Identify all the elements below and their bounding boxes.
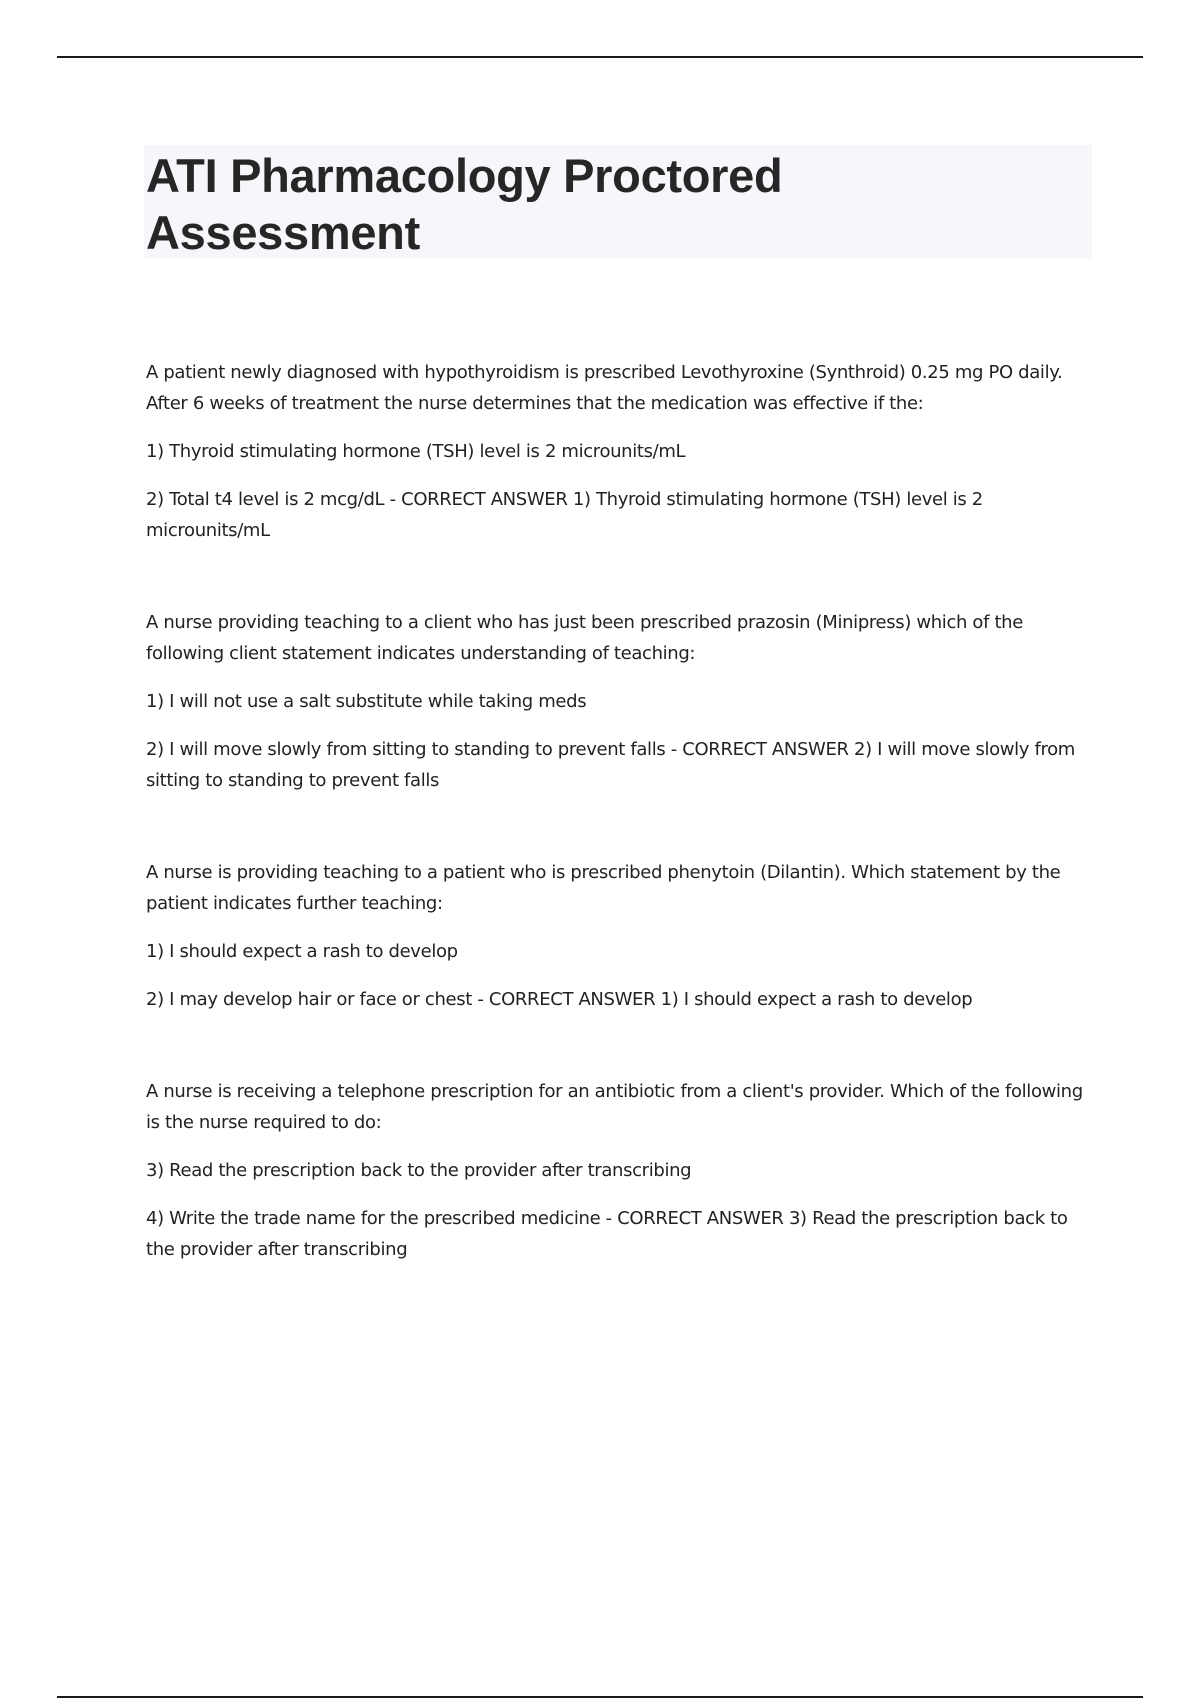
answer-option: 3) Read the prescription back to the provider after transcribing: [146, 1160, 692, 1181]
document-body: [146, 357, 1092, 1326]
question-block-2: [146, 607, 1092, 796]
title-banner: [144, 145, 1092, 258]
answer-option-with-correct-answer: 4) Write the trade name for the prescribed medicine - CORRECT ANSWER 3) Read the prescription back to the provider after transcribing: [146, 1208, 1068, 1260]
answer-option-with-correct-answer: 2) Total t4 level is 2 mcg/dL - CORRECT ANSWER 1) Thyroid stimulating hormone (TSH) level is 2 microunits/mL: [146, 489, 983, 541]
document-title: ATI Pharmacology Proctored Assessment: [146, 149, 783, 259]
footer-divider: [57, 1696, 1143, 1698]
question-text: A patient newly diagnosed with hypothyroidism is prescribed Levothyroxine (Synthroid) 0.25 mg PO daily. After 6 weeks of treatment the nurse determines that the medication was effective if the:: [146, 362, 1063, 414]
answer-option: 1) Thyroid stimulating hormone (TSH) level is 2 microunits/mL: [146, 441, 686, 462]
answer-option: 1) I will not use a salt substitute while taking meds: [146, 691, 587, 712]
question-text: A nurse is receiving a telephone prescription for an antibiotic from a client's provider. Which of the following is the nurse required to do:: [146, 1081, 1083, 1133]
answer-option: 1) I should expect a rash to develop: [146, 941, 458, 962]
answer-option-with-correct-answer: 2) I will move slowly from sitting to standing to prevent falls - CORRECT ANSWER 2) I will move slowly from sitting to standing to prevent falls: [146, 739, 1075, 791]
question-text: A nurse providing teaching to a client who has just been prescribed prazosin (Minipress) which of the following client statement indicates understanding of teaching:: [146, 612, 1023, 664]
question-block-1: [146, 357, 1092, 546]
question-block-4: [146, 1076, 1092, 1265]
question-block-3: [146, 857, 1092, 1015]
question-text: A nurse is providing teaching to a patient who is prescribed phenytoin (Dilantin). Which statement by the patient indicates further teaching:: [146, 862, 1061, 914]
answer-option-with-correct-answer: 2) I may develop hair or face or chest - CORRECT ANSWER 1) I should expect a rash to develop: [146, 989, 973, 1010]
header-divider: [57, 56, 1143, 58]
